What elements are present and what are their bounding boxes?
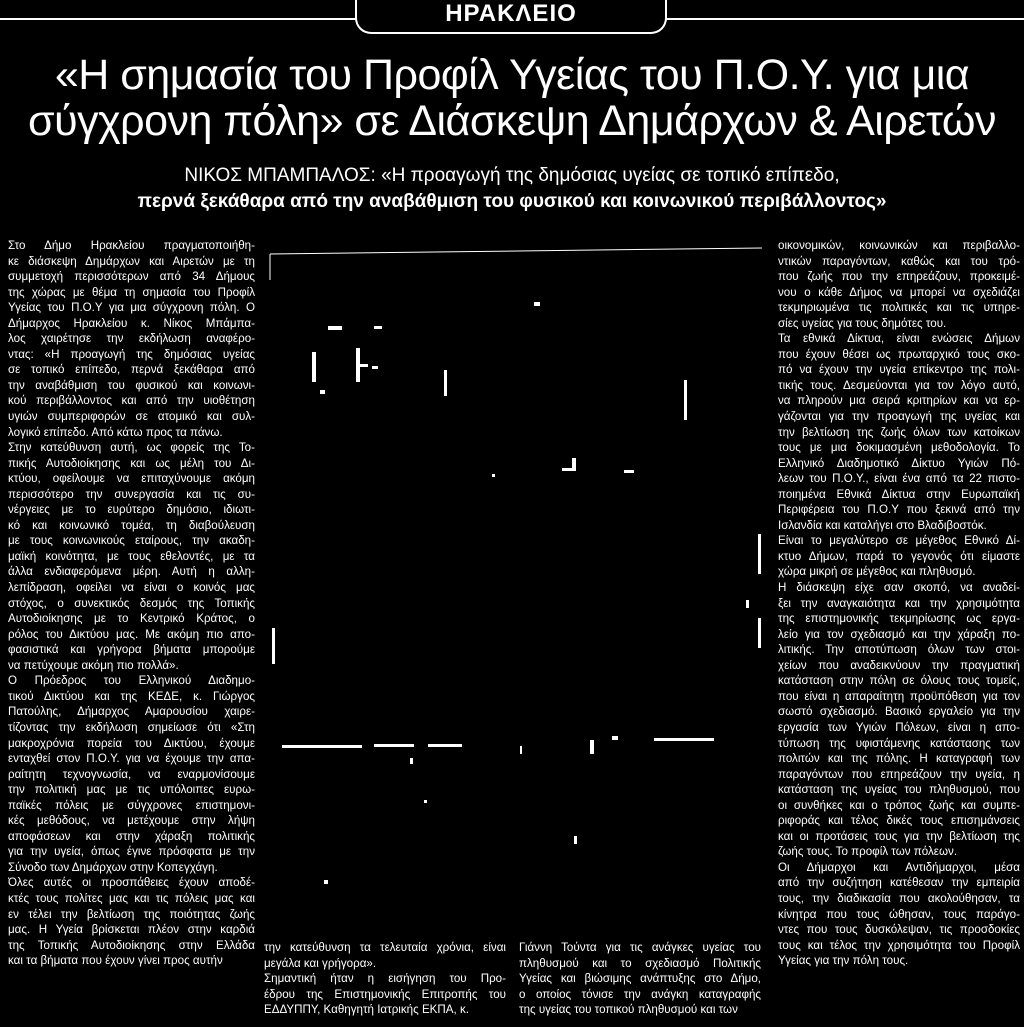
text-line: Οι Δήμαρχοι και Αντιδήμαρχοι, μέσα [778, 860, 1020, 874]
text-line: της χώρας με θέμα τη σημασία του Προφίλ [8, 285, 255, 299]
text-line: ντες που τους δυσκόλεψαν, τις προσδοκίες [778, 923, 1020, 937]
text-line: κτυο Δήμων, παρά το γεγονός ότι είμαστε [778, 549, 1020, 563]
top-rule-right [665, 18, 1024, 20]
middle-right-column [519, 940, 761, 1018]
text-line: Τα εθνικά Δίκτυα, είναι ενώσεις Δήμων [778, 332, 1020, 346]
text-line: την κατεύθυνση τα τελευταία χρόνια, είναι [264, 941, 506, 954]
text-line: πικής Αυτοδιοίκησης και ως μέλη του Δι- [8, 456, 255, 470]
text-line: τεκμηριωμένα τις πολιτικές και τις υπηρε- [778, 301, 1020, 315]
text-line: λιτικής. Την αποτύπωση όλων των στοι- [778, 643, 1020, 657]
text-line: λος χαιρέτησε την εκδήλωση αναφέρο- [8, 332, 255, 346]
text-line: κίνητρα που τους ώθησαν, τους παράγο- [778, 907, 1020, 921]
text-line: ξει την αναγκαιότητα και την χρησιμότητα [778, 596, 1020, 610]
text-line: χώρα μικρή σε μέγεθος και πληθυσμό. [778, 565, 976, 579]
text-line: της υγείας του τοπικού πληθυσμού και των [519, 1003, 738, 1017]
text-line: οικονομικών, κοινωνικών και περιβαλλο- [778, 239, 1020, 252]
text-line: την βελτίωση της ζωής όλων των κατοίκων [778, 425, 1020, 439]
text-line: που έχουν θέσει ως πρωταρχικό τους σκο- [778, 347, 1020, 361]
text-line: ντικών παραγόντων, καθώς και του τρό- [778, 254, 1020, 268]
text-line: τικού Δικτύου και της ΚΕΔΕ, κ. Γιώργος [8, 689, 255, 703]
text-line: σίες υγείας για τους δημότες του. [778, 316, 947, 330]
text-line: παϊκές πόλεις με σύγχρονες επιστημονι- [8, 798, 255, 812]
text-line: ρόλος του Δικτύου μας. Με ακόμη πιο απο- [8, 627, 255, 641]
text-line: ντας: «Η προαγωγή της δημόσιας υγείας [8, 347, 255, 361]
right-column [778, 238, 1020, 969]
text-line: έδρου της Επιστημονικής Επιτροπής του [264, 987, 506, 1001]
text-line: πολιτών και της πόλης. Η καταγραφή των [778, 752, 1020, 766]
text-line: που ζωής που την επηρεάζουν, προκειμέ- [778, 270, 1020, 284]
text-line: ενταχθεί στον Π.Ο.Υ. για να έχουμε την απα- [8, 752, 255, 766]
text-line: την πολιτική μας με τις υπόλοιπες ευρω- [8, 783, 255, 797]
text-line: και οι προτάσεις τους για την βελτίωση της [778, 829, 1020, 843]
text-line: που είναι η απαραίτητη προϋπόθεση για τον [778, 689, 1020, 703]
text-line: στόχος, ο συνεκτικός δεσμός της Τοπικής [8, 596, 255, 610]
text-line: τύπωση της υφιστάμενης κατάστασης των [778, 736, 1020, 750]
text-line: Στο Δήμο Ηρακλείου πραγματοποιήθη- [8, 239, 255, 252]
text-line: λεπίδραση, οφείλει να είναι ο κοινός μας [8, 581, 255, 595]
text-line: νέργειες με το ευρύτερο δημόσιο, ιδιωτι- [8, 503, 255, 517]
text-line: πό να έχουν την υγεία επίκεντρο της πολι- [778, 363, 1020, 377]
subheadline-line-2 [0, 189, 1024, 215]
top-rule-left [0, 18, 357, 20]
text-line: Σύνοδο των Δημάρχων στην Κοπεγχάγη. [8, 860, 218, 874]
text-line: κό και κοινωνικό τομέα, τη διαβούλευση [8, 518, 255, 532]
text-line: τους, την διαδικασία που ακολούθησαν, τα [778, 891, 1020, 905]
text-line: ΕΔΔΥΠΠΥ, Καθηγητή Ιατρικής ΕΚΠΑ, κ. [264, 1003, 469, 1017]
text-line: κές μεθόδους, να μετέχουμε στην λήψη [8, 814, 255, 828]
text-line: λείο για τον σχεδιασμό και την χάραξη πο- [778, 627, 1020, 641]
text-line: την αναβάθμιση του φυσικού και κοινωνι- [8, 378, 255, 392]
text-line: ποιημένα Εθνικά Δίκτυα στην Ευρωπαϊκή [778, 487, 1020, 501]
text-line: από την συζήτηση κατέθεσαν την εμπειρία [778, 876, 1020, 890]
text-line: αποφάσεων και στην χάραξη πολιτικής [8, 829, 255, 843]
text-line: τικής τους. Δεσμεύονται για τον λόγο αυτό, [778, 378, 1020, 392]
text-line: Η διάσκεψη είχε σαν σκοπό, να αναδεί- [778, 581, 1020, 595]
subheadline-line-2-text: περνά ξεκάθαρα από την αναβάθμιση του φυσικού και κοινωνικού περιβάλλοντος» [137, 191, 887, 212]
text-line: Αυτοδιοίκησης με το Κεντρικό Κράτος, ο [8, 612, 255, 626]
text-line: νου ο κάθε Δήμος να μπορεί να σχεδιάζει [778, 285, 1020, 299]
text-line: οι συνθήκες και ο τρόπος ζωής και συμπε- [778, 798, 1020, 812]
text-line: άλλα ενδιαφερόμενα μέρη. Αυτή η αλλη- [8, 565, 255, 579]
text-line: πληθυσμού και το σχεδιασμό Πολιτικής [519, 956, 761, 970]
text-line: κτύου, οφείλουμε να επιταχύνουμε ακόμη [8, 472, 255, 486]
text-line: Στην κατεύθυνση αυτή, ως φορείς της Το- [8, 441, 255, 455]
text-line: Υγείας του Π.Ο.Υ για μια σύγχρονη πόλη. Ο [8, 301, 255, 315]
text-line: με τους κοινωνικούς εταίρους, την ακαδη- [8, 534, 255, 548]
text-line: χείων που αναδεικνύουν την πραγματική [778, 658, 1020, 672]
text-line: Πατούλης, Δήμαρχος Αμαρουσίου χαιρε- [8, 705, 255, 719]
text-line: φασιστικά και γρήγορα βήματα μπορούμε [8, 643, 255, 657]
text-line: να πληρούν μια σειρά κριτηρίων και να ερ- [778, 394, 1020, 408]
text-line: σε τοπικό επίπεδο, περνά ξεκάθαρα από [8, 363, 255, 377]
headline-line-1: «Η σημασία του Προφίλ Υγείας του Π.Ο.Υ. για μια [54, 51, 970, 99]
text-line: ριφοράς και τέλος δικές τους επισημάνσεις [778, 814, 1020, 828]
text-line: μαϊκή κοινότητα, με τους εθελοντές, με τα [8, 549, 255, 563]
text-line: κατάσταση στην πόλη σε όλους τους τομείς, [778, 674, 1020, 688]
text-line: Ισλανδία και καταλήγει στο Βλαδιβοστόκ. [778, 518, 987, 532]
text-line: εν τέλει την βελτίωση της ποιότητας ζωής [8, 907, 255, 921]
photo-highlights-svg [264, 240, 762, 936]
text-line: συμμετοχή περισσότερων από 34 Δήμους [8, 270, 255, 284]
text-line: Είναι το μεγαλύτερο σε μέγεθος Εθνικό Δί- [778, 534, 1020, 548]
section-label: ΗΡΑΚΛΕΙΟ [355, 0, 667, 34]
text-line: λεων του Π.Ο.Υ., είναι ένα από τα 22 πιστο- [778, 472, 1020, 486]
subheadline-line-1: ΝΙΚΟΣ ΜΠΑΜΠΑΛΟΣ: «Η προαγωγή της δημόσιας υγείας σε τοπικό επίπεδο, [184, 165, 840, 186]
text-line: της επιστημονικής τεκμηρίωσης ως εργα- [778, 612, 1020, 626]
text-line: της Τοπικής Αυτοδιοίκησης στην Ελλάδα [8, 938, 255, 952]
text-line: τίζοντας την εκδήλωση σημείωσε ότι «Στη [8, 720, 255, 734]
text-line: τους και τέλος την χρησιμότητα του Προφίλ [778, 938, 1020, 952]
text-line: τους με μια δοκιμασμένη μεθοδολογία. Το [778, 441, 1020, 455]
text-line: για την υγεία, όπως έγινε πρόσφατα με την [8, 845, 255, 859]
text-line: Υγείας για την πόλη τους. [778, 954, 909, 968]
middle-left-column [264, 940, 506, 1018]
text-line: κατάσταση της υγείας του πληθυσμού, που [778, 783, 1020, 797]
text-line: σωστό σχεδιασμό. Βασικό εργαλείο για την [778, 705, 1020, 719]
text-line: υγιών συμπεριφορών σε ατομικό και συλ- [8, 410, 255, 424]
text-line: εργασία των Υγιών Πόλεων, είναι η απο- [778, 720, 1020, 734]
text-line: Ο Πρόεδρος του Ελληνικού Διαδημο- [8, 674, 255, 688]
text-line: ζωής τους. Το προφίλ των πόλεων. [778, 845, 958, 859]
text-line: περισσότερο την συνεργασία και τις συ- [8, 487, 255, 501]
text-line: γάζονται για την προαγωγή της υγείας και [778, 410, 1020, 424]
text-line: και τα βήματα που έχουν γίνει προς αυτήν [8, 954, 223, 968]
text-line: μεγάλα και γρήγορα». [264, 956, 377, 970]
text-line: κτές τους πολίτες μας και τις πόλεις μας και [8, 891, 255, 905]
text-line: Δήμαρχος Ηρακλείου κ. Νίκος Μπάμπα- [8, 316, 255, 330]
text-line: να πετύχουμε ακόμη πιο πολλά». [8, 658, 179, 672]
headline-line-2: σύγχρονη πόλη» σε Διάσκεψη Δημάρχων & Αιρετών [28, 97, 996, 145]
text-line: Όλες αυτές οι προσπάθειες έχουν αποδέ- [8, 876, 255, 890]
text-line: Υγείας και βιώσιμης ανάπτυξης στο Δήμο, [519, 972, 761, 986]
text-line: κε διάσκεψη Δημάρχων και Αιρετών με τη [8, 254, 255, 268]
text-line: κού περιβάλλοντος και από την υιοθέτηση [8, 394, 255, 408]
text-line: Σημαντική ήταν η εισήγηση του Προ- [264, 972, 506, 986]
text-line: παραγόντων που επηρεάζουν την υγεία, η [778, 767, 1020, 781]
text-line: ο οποίος τόνισε την ανάγκη καταγραφής [519, 987, 761, 1001]
text-line: μας. Η Υγεία βρίσκεται πλέον στην καρδιά [8, 923, 255, 937]
text-line: Ελληνικό Διαδημοτικό Δίκτυο Υγιών Πό- [778, 456, 1020, 470]
text-line: Γιάννη Τούντα για τις ανάγκες υγείας του [519, 941, 761, 954]
conference-photo [264, 240, 762, 936]
left-column [8, 238, 255, 969]
text-line: λογικό επίπεδο. Από κάτω προς τα πάνω. [8, 425, 223, 439]
text-line: ραίτητη τεχνογνωσία, να εναρμονίσουμε [8, 767, 255, 781]
text-line: Περιφέρεια του Π.Ο.Υ που ξεκινά από την [778, 503, 1020, 517]
text-line: μακροχρόνια πορεία του Δικτύου, έχουμε [8, 736, 255, 750]
